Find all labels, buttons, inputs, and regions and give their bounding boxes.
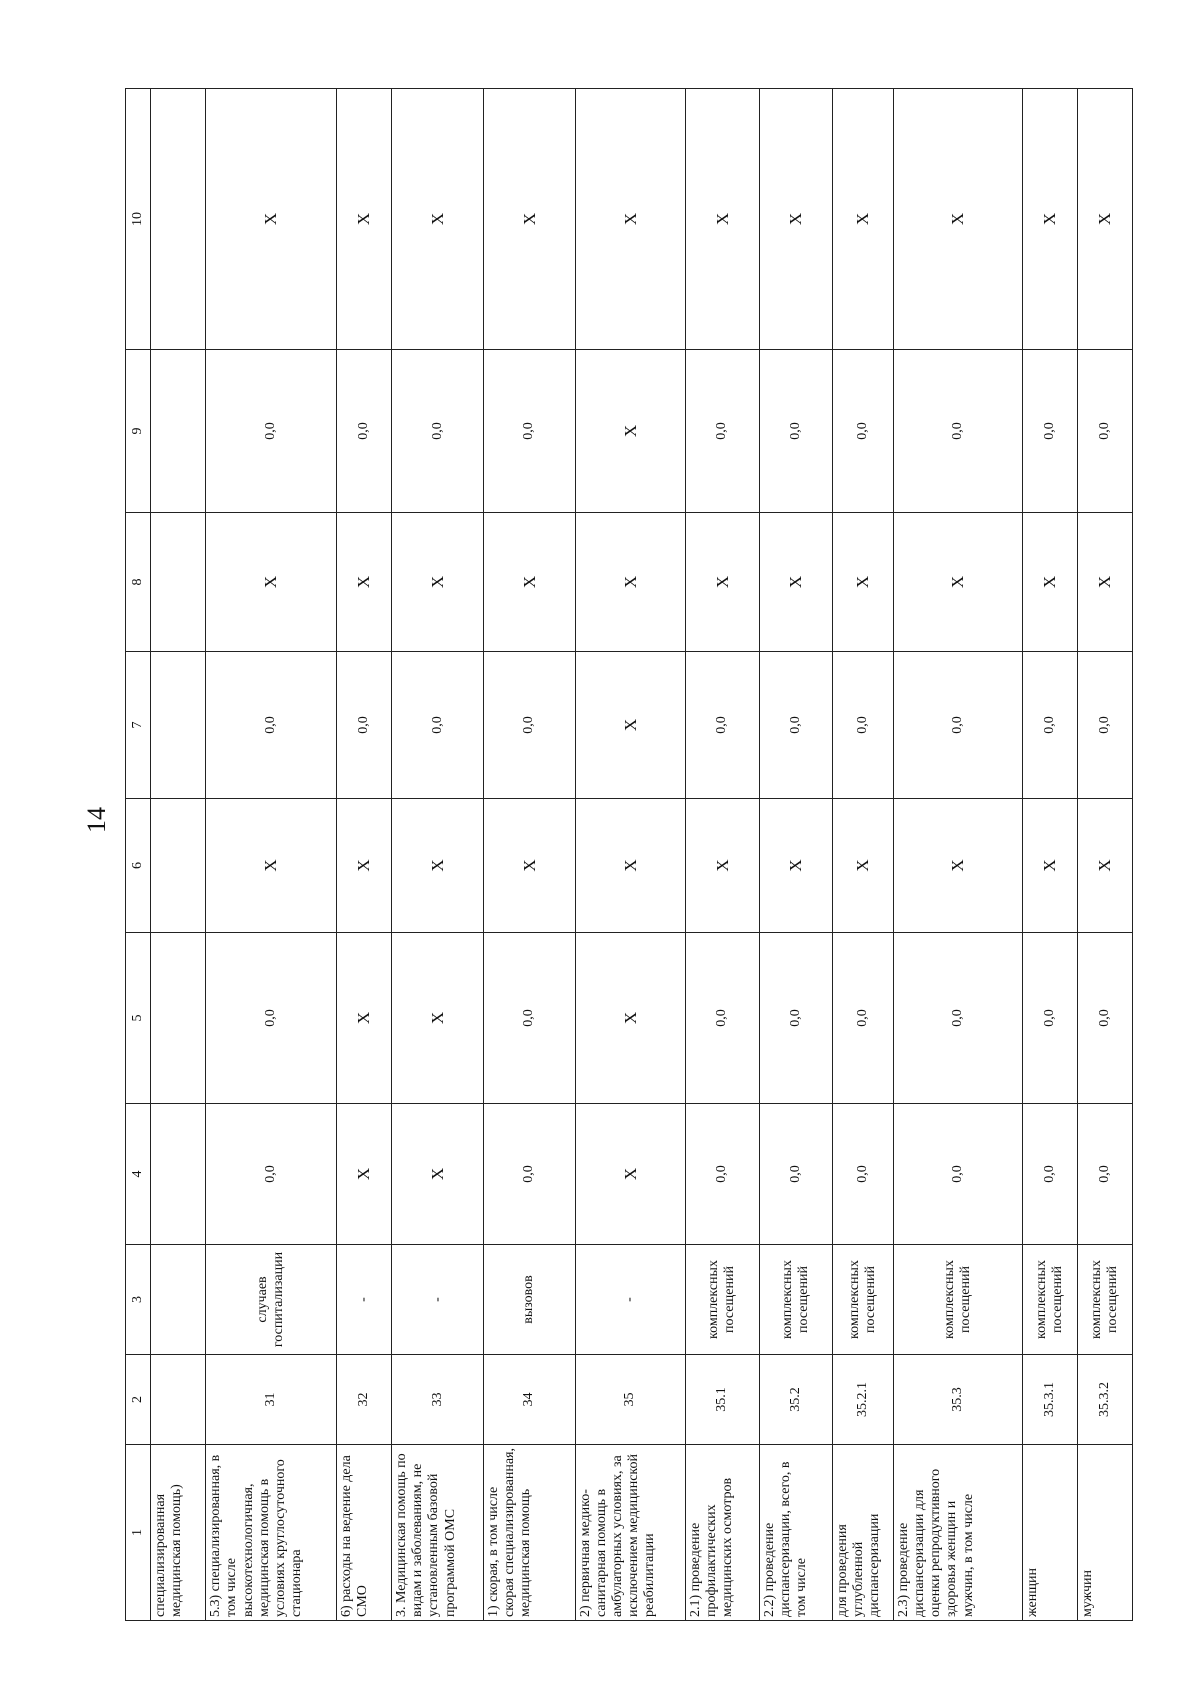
data-table <box>125 88 1133 1621</box>
value-cell: Х <box>575 513 685 652</box>
value-cell: 0,0 <box>833 933 894 1104</box>
table-row <box>833 89 894 1621</box>
value-cell: Х <box>575 350 685 513</box>
row-label: мужчин <box>1077 1445 1132 1621</box>
table-row <box>484 89 576 1621</box>
value-cell: Х <box>484 799 576 933</box>
table-row <box>686 89 759 1621</box>
row-label: 2.1) проведение профилактических медицинских осмотров <box>686 1445 759 1621</box>
column-header: 5 <box>126 933 151 1104</box>
value-cell <box>151 652 206 799</box>
value-cell: Х <box>1077 799 1132 933</box>
column-header: 10 <box>126 89 151 350</box>
value-cell: Х <box>575 799 685 933</box>
value-cell: 0,0 <box>894 933 1023 1104</box>
unit-cell: - <box>575 1245 685 1355</box>
value-cell: Х <box>894 89 1023 350</box>
row-code <box>151 1355 206 1445</box>
value-cell: 0,0 <box>894 350 1023 513</box>
table-row <box>1077 89 1132 1621</box>
value-cell: Х <box>1022 799 1077 933</box>
value-cell: 0,0 <box>206 652 337 799</box>
value-cell <box>151 799 206 933</box>
unit-cell <box>151 1245 206 1355</box>
value-cell: 0,0 <box>686 1104 759 1245</box>
row-code: 35 <box>575 1355 685 1445</box>
value-cell: 0,0 <box>392 652 484 799</box>
value-cell: 0,0 <box>1077 350 1132 513</box>
column-header: 9 <box>126 350 151 513</box>
value-cell: Х <box>759 799 832 933</box>
value-cell: 0,0 <box>1022 1104 1077 1245</box>
page-number: 14 <box>82 807 111 833</box>
value-cell: 0,0 <box>686 350 759 513</box>
value-cell: Х <box>337 89 392 350</box>
value-cell: 0,0 <box>206 350 337 513</box>
row-code: 32 <box>337 1355 392 1445</box>
value-cell: Х <box>392 513 484 652</box>
unit-cell: комплексных посещений <box>759 1245 832 1355</box>
value-cell: Х <box>337 1104 392 1245</box>
row-label: 6) расходы на ведение дела СМО <box>337 1445 392 1621</box>
value-cell: 0,0 <box>484 652 576 799</box>
value-cell: Х <box>575 89 685 350</box>
value-cell: 0,0 <box>1077 933 1132 1104</box>
value-cell: Х <box>392 933 484 1104</box>
value-cell: 0,0 <box>392 350 484 513</box>
value-cell <box>151 513 206 652</box>
value-cell: 0,0 <box>759 652 832 799</box>
table-row <box>575 89 685 1621</box>
value-cell: Х <box>894 513 1023 652</box>
value-cell <box>151 89 206 350</box>
value-cell: Х <box>206 89 337 350</box>
column-header: 1 <box>126 1445 151 1621</box>
value-cell: Х <box>392 1104 484 1245</box>
value-cell: Х <box>575 1104 685 1245</box>
unit-cell: комплексных посещений <box>1077 1245 1132 1355</box>
row-label: 2.3) проведение диспансеризации для оценки репродуктивного здоровья женщин и мужчин, в том числе <box>894 1445 1023 1621</box>
value-cell: 0,0 <box>337 652 392 799</box>
value-cell: 0,0 <box>1077 652 1132 799</box>
row-code: 35.3.1 <box>1022 1355 1077 1445</box>
value-cell: Х <box>759 89 832 350</box>
value-cell: Х <box>575 652 685 799</box>
row-label: специализированная медицинская помощь) <box>151 1445 206 1621</box>
value-cell: 0,0 <box>1022 933 1077 1104</box>
value-cell: Х <box>392 89 484 350</box>
value-cell: Х <box>206 799 337 933</box>
table-row <box>337 89 392 1621</box>
column-header: 2 <box>126 1355 151 1445</box>
value-cell: 0,0 <box>206 933 337 1104</box>
value-cell: 0,0 <box>1022 350 1077 513</box>
table-row <box>894 89 1023 1621</box>
column-header: 3 <box>126 1245 151 1355</box>
value-cell: 0,0 <box>484 933 576 1104</box>
value-cell: 0,0 <box>894 1104 1023 1245</box>
value-cell: 0,0 <box>894 652 1023 799</box>
table-row <box>151 89 206 1621</box>
table-container <box>125 89 1133 1621</box>
value-cell: Х <box>484 513 576 652</box>
value-cell <box>151 350 206 513</box>
row-label: женщин <box>1022 1445 1077 1621</box>
value-cell: Х <box>392 799 484 933</box>
value-cell: Х <box>337 933 392 1104</box>
unit-cell: комплексных посещений <box>833 1245 894 1355</box>
value-cell: Х <box>337 799 392 933</box>
value-cell: Х <box>833 799 894 933</box>
row-code: 31 <box>206 1355 337 1445</box>
value-cell: 0,0 <box>206 1104 337 1245</box>
column-header: 7 <box>126 652 151 799</box>
row-label: 2.2) проведение диспансеризации, всего, в том числе <box>759 1445 832 1621</box>
table-row <box>1022 89 1077 1621</box>
table-row <box>759 89 832 1621</box>
value-cell: Х <box>206 513 337 652</box>
value-cell: 0,0 <box>686 652 759 799</box>
value-cell: Х <box>1077 513 1132 652</box>
column-header: 8 <box>126 513 151 652</box>
value-cell: 0,0 <box>759 350 832 513</box>
value-cell: 0,0 <box>833 652 894 799</box>
column-header: 6 <box>126 799 151 933</box>
row-code: 33 <box>392 1355 484 1445</box>
row-code: 35.3.2 <box>1077 1355 1132 1445</box>
unit-cell: комплексных посещений <box>1022 1245 1077 1355</box>
value-cell: Х <box>1022 513 1077 652</box>
value-cell: 0,0 <box>1077 1104 1132 1245</box>
row-code: 35.1 <box>686 1355 759 1445</box>
value-cell: Х <box>833 89 894 350</box>
value-cell: Х <box>833 513 894 652</box>
value-cell: Х <box>1077 89 1132 350</box>
header-row <box>126 89 151 1621</box>
value-cell: Х <box>894 799 1023 933</box>
value-cell: 0,0 <box>337 350 392 513</box>
unit-cell: вызовов <box>484 1245 576 1355</box>
unit-cell: комплексных посещений <box>894 1245 1023 1355</box>
value-cell: 0,0 <box>1022 652 1077 799</box>
value-cell: 0,0 <box>484 1104 576 1245</box>
value-cell: Х <box>686 799 759 933</box>
value-cell: Х <box>575 933 685 1104</box>
table-row <box>206 89 337 1621</box>
value-cell: Х <box>484 89 576 350</box>
row-code: 35.3 <box>894 1355 1023 1445</box>
value-cell: Х <box>1022 89 1077 350</box>
row-label: 3. Медицинская помощь по видам и заболеваниям, не установленным базовой программой ОМС <box>392 1445 484 1621</box>
value-cell: 0,0 <box>484 350 576 513</box>
value-cell: Х <box>686 89 759 350</box>
column-header: 4 <box>126 1104 151 1245</box>
unit-cell: - <box>337 1245 392 1355</box>
row-label: 1) скорая, в том числе скорая специализированная, медицинская помощь <box>484 1445 576 1621</box>
row-code: 35.2.1 <box>833 1355 894 1445</box>
row-code: 35.2 <box>759 1355 832 1445</box>
row-code: 34 <box>484 1355 576 1445</box>
value-cell: Х <box>337 513 392 652</box>
value-cell: Х <box>759 513 832 652</box>
table-row <box>392 89 484 1621</box>
value-cell: 0,0 <box>759 1104 832 1245</box>
value-cell: 0,0 <box>759 933 832 1104</box>
value-cell: 0,0 <box>833 350 894 513</box>
unit-cell: - <box>392 1245 484 1355</box>
value-cell <box>151 933 206 1104</box>
row-label: для проведения углубленной диспансеризации <box>833 1445 894 1621</box>
row-label: 2) первичная медико-санитарная помощь в амбулаторных условиях, за исключением медицинской реабилитации <box>575 1445 685 1621</box>
value-cell: Х <box>686 513 759 652</box>
unit-cell: случаев госпитализации <box>206 1245 337 1355</box>
unit-cell: комплексных посещений <box>686 1245 759 1355</box>
value-cell <box>151 1104 206 1245</box>
row-label: 5.3) специализированная, в том числе высокотехнологичная, медицинская помощь в условиях круглосуточного стационара <box>206 1445 337 1621</box>
value-cell: 0,0 <box>833 1104 894 1245</box>
value-cell: 0,0 <box>686 933 759 1104</box>
